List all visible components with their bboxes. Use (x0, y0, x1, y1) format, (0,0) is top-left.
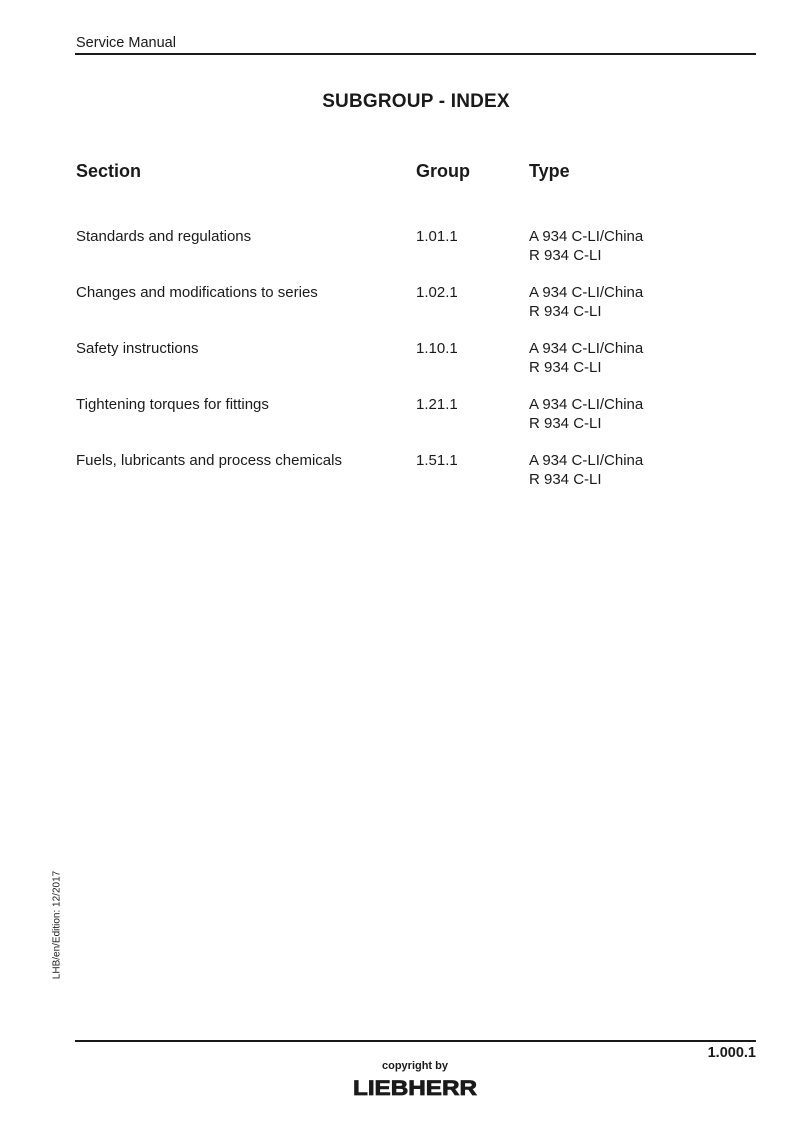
index-row[interactable] (0, 284, 794, 340)
page-number: 1.000.1 (707, 1045, 756, 1061)
page-title: SUBGROUP - INDEX (322, 91, 510, 112)
row-section-label[interactable]: Tightening torques for fittings (76, 396, 269, 413)
copyright-label: copyright by (381, 1060, 448, 1072)
row-type-list (529, 396, 643, 433)
row-type-item: R 934 C-LI (529, 358, 602, 376)
document-header-title: Service Manual (76, 35, 176, 51)
row-group-number: 1.51.1 (416, 452, 458, 469)
column-header-group: Group (416, 161, 470, 181)
index-table (0, 228, 794, 508)
row-section-label[interactable]: Fuels, lubricants and process chemicals (76, 452, 342, 469)
index-row[interactable] (0, 340, 794, 396)
liebherr-logo (350, 1074, 480, 1100)
liebherr-wordmark: LIEBHERR (353, 1077, 477, 1100)
row-section-label[interactable]: Changes and modifications to series (76, 284, 318, 301)
row-group-number: 1.21.1 (416, 396, 458, 413)
footer-divider (75, 1040, 756, 1042)
index-row[interactable] (0, 228, 794, 284)
row-type-item: R 934 C-LI (529, 246, 602, 264)
row-type-list (529, 284, 643, 321)
index-row[interactable] (0, 452, 794, 508)
row-type-item: R 934 C-LI (529, 470, 602, 488)
row-type-item: R 934 C-LI (529, 302, 602, 320)
header-divider (75, 53, 756, 55)
row-type-item: A 934 C-LI/China (529, 340, 644, 357)
row-group-number: 1.10.1 (416, 340, 458, 357)
row-type-item: A 934 C-LI/China (529, 284, 644, 301)
row-section-label[interactable]: Standards and regulations (76, 228, 252, 245)
column-header-type: Type (529, 161, 570, 181)
row-group-number: 1.02.1 (416, 284, 458, 301)
row-type-item: R 934 C-LI (529, 414, 602, 432)
column-header-section: Section (76, 161, 142, 181)
row-section-label[interactable]: Safety instructions (76, 340, 199, 357)
row-type-item: A 934 C-LI/China (529, 228, 644, 245)
row-type-list (529, 228, 643, 265)
index-row[interactable] (0, 396, 794, 452)
row-type-list (529, 452, 643, 489)
row-group-number: 1.01.1 (416, 228, 458, 245)
edition-note: LHB/en/Edition: 12/2017 (51, 870, 63, 980)
row-type-item: A 934 C-LI/China (529, 452, 644, 469)
row-type-list (529, 340, 643, 377)
row-type-item: A 934 C-LI/China (529, 396, 644, 413)
